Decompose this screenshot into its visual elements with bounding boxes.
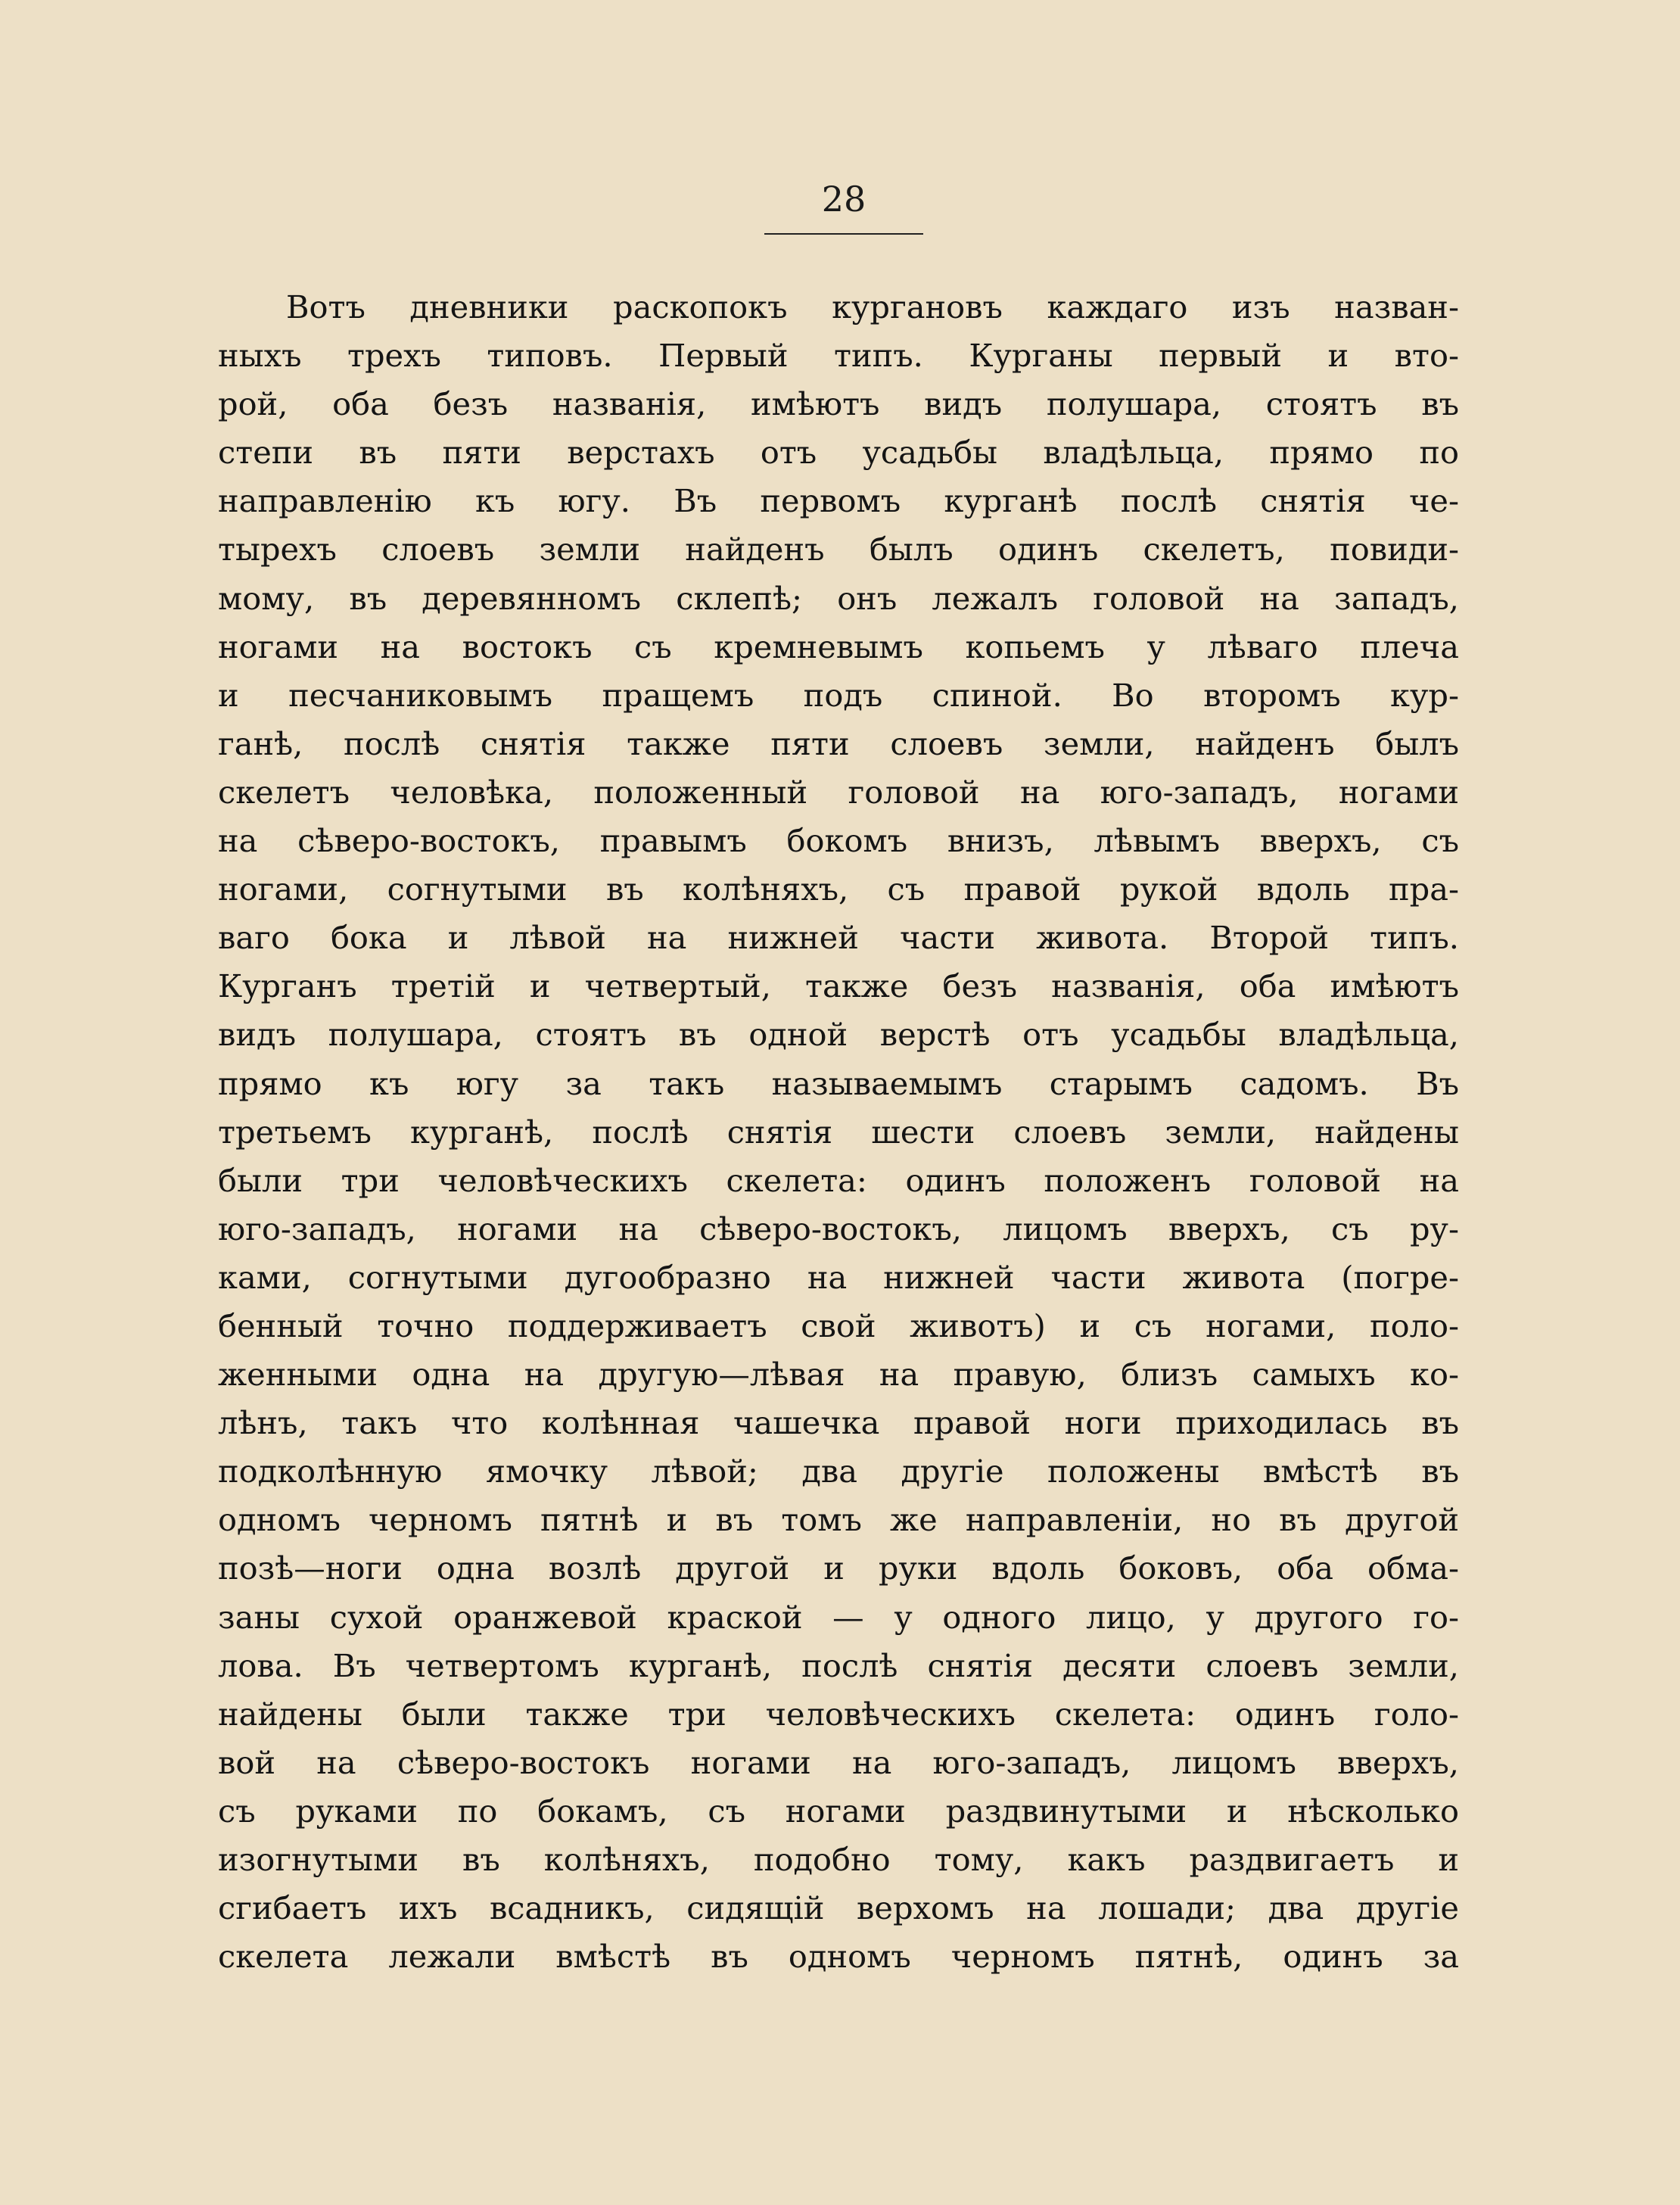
text-line: видъ полушара, стоятъ въ одной верстѣ отъ усадьбы владѣльца, (218, 1016, 1459, 1054)
text-line: мому, въ деревянномъ склепѣ; онъ лежалъ головой на западъ, (218, 579, 1459, 617)
text-line: съ руками по бокамъ, съ ногами раздвинутыми и нѣсколько (218, 1792, 1459, 1830)
text-line: тырехъ слоевъ земли найденъ былъ одинъ скелетъ, повиди- (218, 531, 1459, 568)
text-line: третьемъ курганѣ, послѣ снятія шести слоевъ земли, найдены (218, 1113, 1459, 1151)
text-line: были три человѣческихъ скелета: одинъ положенъ головой на (218, 1161, 1459, 1199)
text-line: ганѣ, послѣ снятія также пяти слоевъ земли, найденъ былъ (218, 724, 1459, 762)
page-number: 28 (821, 179, 866, 220)
text-line: степи въ пяти верстахъ отъ усадьбы владѣльца, прямо по (218, 434, 1459, 472)
text-line: вой на сѣверо-востокъ ногами на юго-западъ, лицомъ вверхъ, (218, 1743, 1459, 1781)
text-line: на сѣверо-востокъ, правымъ бокомъ внизъ, лѣвымъ вверхъ, съ (218, 822, 1459, 860)
text-line: рой, оба безъ названія, имѣютъ видъ полушара, стоятъ въ (218, 385, 1459, 423)
text-line: юго-западъ, ногами на сѣверо-востокъ, лицомъ вверхъ, съ ру- (218, 1210, 1459, 1247)
text-line: скелета лежали вмѣстѣ въ одномъ черномъ пятнѣ, одинъ за (218, 1938, 1459, 1976)
body-text (218, 283, 1459, 1981)
text-line: ныхъ трехъ типовъ. Первый типъ. Курганы первый и вто- (218, 337, 1459, 375)
text-line: ками, согнутыми дугообразно на нижней части живота (погре- (218, 1258, 1459, 1296)
text-line: прямо къ югу за такъ называемымъ старымъ садомъ. Въ (218, 1064, 1459, 1102)
text-line: лѣнъ, такъ что колѣнная чашечка правой ноги приходилась въ (218, 1404, 1459, 1442)
text-line: и песчаниковымъ пращемъ подъ спиной. Во второмъ кур- (218, 676, 1459, 714)
text-line: заны сухой оранжевой краской — у одного лицо, у другого го- (218, 1598, 1459, 1636)
text-line: ногами, согнутыми въ колѣняхъ, съ правой рукой вдоль пра- (218, 870, 1459, 908)
text-line: Курганъ третій и четвертый, также безъ названія, оба имѣютъ (218, 967, 1459, 1005)
text-line: ваго бока и лѣвой на нижней части живота. Второй типъ. (218, 919, 1459, 957)
text-line: изогнутыми въ колѣняхъ, подобно тому, какъ раздвигаетъ и (218, 1841, 1459, 1878)
text-line: Вотъ дневники раскопокъ кургановъ каждаго изъ назван- (286, 288, 1459, 325)
text-line: позѣ—ноги одна возлѣ другой и руки вдоль боковъ, оба обма- (218, 1549, 1459, 1587)
text-line: найдены были также три человѣческихъ скелета: одинъ голо- (218, 1695, 1459, 1733)
text-line: женными одна на другую—лѣвая на правую, близъ самыхъ ко- (218, 1356, 1459, 1394)
text-line: направленію къ югу. Въ первомъ курганѣ послѣ снятія че- (218, 482, 1459, 520)
text-line: ногами на востокъ съ кремневымъ копьемъ у лѣваго плеча (218, 628, 1459, 665)
text-line: лова. Въ четвертомъ курганѣ, послѣ снятія десяти слоевъ земли, (218, 1646, 1459, 1684)
text-line: бенный точно поддерживаетъ свой животъ) и съ ногами, поло- (218, 1306, 1459, 1344)
text-line: скелетъ человѣка, положенный головой на юго-западъ, ногами (218, 773, 1459, 811)
text-line: одномъ черномъ пятнѣ и въ томъ же направленіи, но въ другой (218, 1501, 1459, 1539)
header-rule (764, 233, 923, 235)
text-line: подколѣнную ямочку лѣвой; два другіе положены вмѣстѣ въ (218, 1453, 1459, 1490)
text-line: сгибаетъ ихъ всадникъ, сидящій верхомъ на лошади; два другіе (218, 1889, 1459, 1927)
